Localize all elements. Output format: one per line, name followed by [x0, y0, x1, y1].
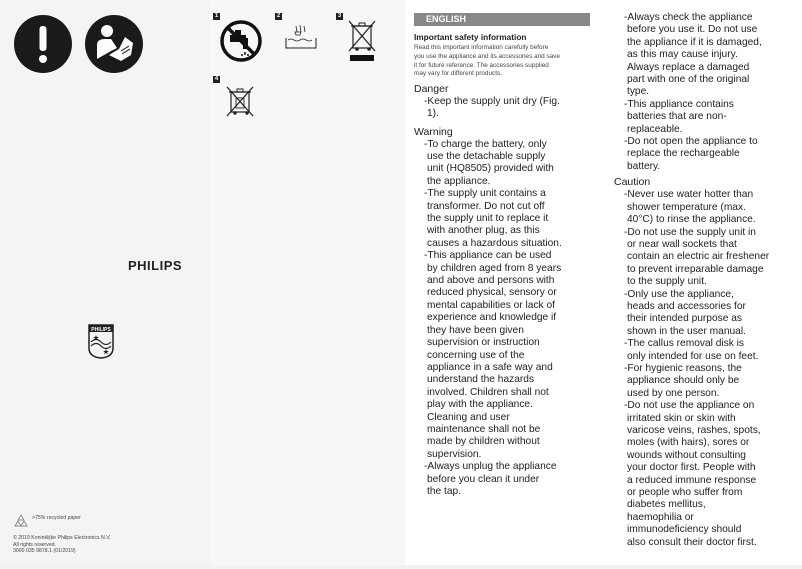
safety-line: with another plug, as this [427, 225, 540, 237]
safety-line: unit (HQ8505) provided with [427, 163, 554, 175]
safety-line: moles (with hairs), sores or [627, 437, 750, 449]
safety-line: use the detachable supply [427, 151, 546, 162]
caution-list [614, 189, 794, 549]
safety-line: they have been given [427, 324, 524, 336]
safety-line: or people who suffer from [627, 487, 743, 499]
safety-line: -Always unplug the appliance [424, 461, 557, 473]
figure-4-number: 4 [214, 76, 219, 82]
safety-list-item [614, 363, 794, 400]
safety-line: used by one person. [627, 387, 720, 399]
safety-line: replaceable. [627, 123, 683, 135]
safety-list-item [614, 227, 794, 289]
safety-line: -Do not open the appliance to [624, 136, 758, 148]
manual-column-1 [414, 13, 590, 498]
safety-list-item [414, 461, 590, 498]
document-number: 3000 035 9878.1 (01/2019) [13, 548, 76, 554]
read-manual-icon [85, 15, 143, 73]
water-temperature-icon [284, 24, 318, 52]
safety-line: -Do not use the supply unit in [624, 226, 756, 238]
safety-line: the supply unit to replace it [427, 213, 549, 225]
safety-line: immunodeficiency should [627, 524, 742, 536]
safety-line: to prevent irreparable damage [627, 263, 764, 275]
safety-line: or near wall sockets that [627, 238, 737, 250]
copyright-text: © 2019 Koninklijke Philips Electronics N.V. [13, 535, 111, 541]
safety-line: also consult their doctor first. [627, 536, 757, 548]
safety-line: irritated skin or skin with [627, 412, 736, 424]
intro-line: you use the appliance and its accessories and save [414, 53, 561, 60]
language-heading: ENGLISH [414, 13, 590, 26]
danger-heading: Danger [414, 82, 449, 95]
safety-title: Important safety information [414, 32, 527, 42]
figure-3-number: 3 [337, 13, 342, 19]
safety-line: their intended purpose as [627, 313, 742, 325]
safety-line: 40°C) to rinse the appliance. [627, 214, 756, 226]
safety-line: causes a hazardous situation. [427, 237, 562, 249]
safety-line: -For hygienic reasons, the [624, 362, 742, 374]
safety-line: haemophilia or [627, 511, 694, 523]
safety-line: play with the appliance. [427, 399, 533, 411]
safety-line: type. [627, 86, 650, 98]
cover-panel [0, 0, 210, 569]
safety-line: -This appliance can be used [424, 250, 552, 262]
safety-line: before you clean it under [427, 473, 540, 485]
safety-line: understand the hazards [427, 374, 535, 386]
safety-line: Cleaning and user [427, 411, 510, 423]
safety-list-item [414, 188, 590, 250]
manual-column-2 [614, 12, 794, 549]
philips-shield-text: PHILIPS [91, 326, 111, 333]
safety-list-item [414, 250, 590, 461]
safety-list-item [614, 189, 794, 226]
philips-wordmark: PHILIPS [128, 258, 183, 273]
safety-line: and above and persons with [427, 275, 555, 287]
intro-line: may vary for different products. [414, 70, 502, 78]
safety-line: as this may cause injury. [627, 49, 738, 61]
recycle-icon [13, 514, 29, 528]
safety-line: -The callus removal disk is [624, 338, 745, 350]
safety-line: involved. Children shall not [427, 386, 549, 398]
safety-line: shower temperature (max. [627, 201, 746, 213]
footer-legal [13, 535, 173, 555]
warning-list-continued [614, 12, 794, 173]
safety-list-item [614, 99, 794, 136]
intro-line: it for future reference. The accessories supplied [414, 61, 549, 69]
safety-line: contain an electric air freshener [627, 251, 770, 263]
safety-intro [414, 44, 590, 78]
safety-line: -This appliance contains [624, 98, 734, 110]
safety-line: -The supply unit contains a [424, 188, 546, 200]
safety-line: reduced physical, sensory or [427, 287, 557, 299]
recycled-paper-note: >75% recycled paper [32, 515, 81, 521]
safety-line: made by children without [427, 436, 540, 448]
safety-line: appliance in a safe way and [427, 361, 553, 373]
safety-line: concerning use of the [427, 349, 525, 361]
safety-line: experience and knowledge if [427, 312, 557, 324]
intro-line: Read this important information carefully before [414, 44, 549, 52]
safety-line: only intended for use on feet. [627, 350, 759, 362]
page-bottom-strip [0, 565, 802, 569]
safety-line: to the supply unit. [627, 276, 707, 288]
warning-exclamation-icon [14, 15, 72, 73]
safety-line: batteries that are non- [627, 111, 727, 123]
safety-line: shown in the user manual. [627, 325, 746, 337]
safety-line: -Never use water hotter than [624, 189, 754, 201]
safety-line: diabetes mellitus, [627, 499, 706, 511]
caution-heading: Caution [614, 176, 651, 189]
safety-line: the appliance if it is damaged, [627, 36, 762, 48]
safety-line: part with one of the original [627, 74, 750, 86]
safety-line: -To charge the battery, only [424, 138, 547, 150]
safety-list-item [614, 338, 794, 363]
safety-line: replace the rechargeable [627, 148, 740, 160]
crossed-bin-icon [346, 18, 378, 62]
safety-list-item [614, 12, 794, 99]
safety-line: wounds without consulting [627, 449, 746, 461]
warning-list [414, 139, 590, 499]
safety-list-item [614, 400, 794, 549]
philips-shield-logo [88, 324, 114, 359]
safety-line: the appliance. [427, 175, 491, 187]
figure-1-number: 1 [214, 13, 219, 19]
figure-2-number: 2 [276, 13, 281, 19]
safety-line: supervision or instruction [427, 337, 540, 349]
safety-list-item [414, 139, 590, 189]
safety-line: supervision. [427, 448, 482, 460]
safety-line: -Keep the supply unit dry (Fig. [424, 95, 560, 107]
safety-list-item [614, 289, 794, 339]
safety-line: appliance should only be [627, 375, 740, 387]
safety-line: varicose veins, rashes, spots, [627, 425, 761, 436]
safety-line: -Only use the appliance, [624, 288, 734, 300]
safety-line: your doctor first. People with [627, 462, 756, 474]
safety-line: before you use it. Do not use [627, 24, 758, 36]
safety-line: a reduced immune response [627, 474, 757, 486]
safety-list-item [414, 96, 590, 121]
safety-line: the tap. [427, 485, 461, 497]
safety-line: Always replace a damaged [627, 61, 750, 73]
warning-heading: Warning [414, 125, 453, 138]
safety-line: 1). [427, 108, 439, 120]
crossed-bin-battery-icon [224, 85, 256, 119]
safety-list-item [614, 136, 794, 173]
safety-line: mental capabilities or lack of [427, 299, 555, 311]
safety-line: transformer. Do not cut off [427, 200, 545, 212]
safety-line: heads and accessories for [627, 300, 746, 312]
danger-list [414, 96, 590, 121]
safety-line: by children aged from 8 years [427, 262, 562, 274]
no-water-icon [219, 19, 263, 63]
safety-line: -Do not use the appliance on [624, 400, 755, 412]
safety-line: -Always check the appliance [624, 12, 753, 23]
rights-text: All rights reserved. [13, 541, 56, 548]
safety-line: battery. [627, 160, 661, 172]
safety-line: maintenance shall not be [427, 423, 541, 435]
